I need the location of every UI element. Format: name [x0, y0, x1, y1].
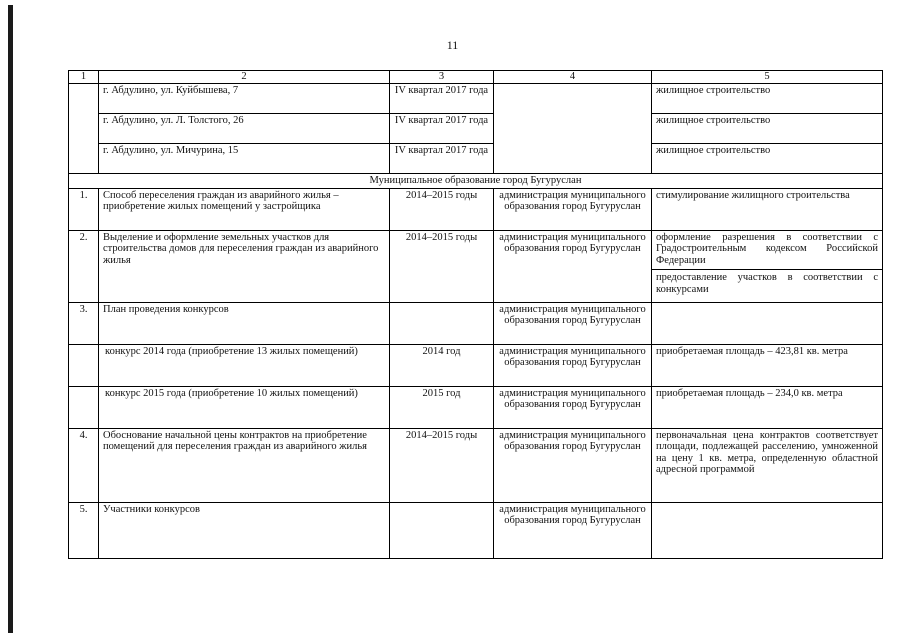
row-number-cell: 2. [69, 230, 99, 302]
executor-cell [494, 83, 652, 173]
executor-cell: администрация муниципального образования город Бугуруслан [494, 230, 652, 302]
page-number: 11 [446, 38, 459, 52]
description-cell: Способ переселения граждан из аварийного жилья – приобретение жилых помещений у застройщика [99, 188, 390, 230]
table-row [69, 428, 883, 502]
row-number-cell: 1. [69, 188, 99, 230]
executor-cell: администрация муниципального образования город Бугуруслан [494, 302, 652, 344]
term-cell: 2014–2015 годы [390, 188, 494, 230]
result-text-secondary: предоставление участков в соответствии с конкурсами [652, 269, 882, 295]
row-number-cell: 3. [69, 302, 99, 344]
table-row [69, 188, 883, 230]
row-number-cell [69, 83, 99, 173]
address-cell: г. Абдулино, ул. Л. Толстого, 26 [99, 113, 390, 143]
description-cell: Выделение и оформление земельных участков для строительства домов для переселения граждан из аварийного жилья [99, 230, 390, 302]
program-table [68, 70, 883, 559]
result-cell: приобретаемая площадь – 423,81 кв. метра [652, 344, 883, 386]
executor-cell: администрация муниципального образования город Бугуруслан [494, 188, 652, 230]
term-cell [390, 502, 494, 558]
term-cell: 2014–2015 годы [390, 230, 494, 302]
term-cell: 2014 год [390, 344, 494, 386]
section-title-row [69, 173, 883, 188]
executor-cell: администрация муниципального образования город Бугуруслан [494, 428, 652, 502]
term-cell: IV квартал 2017 года [390, 83, 494, 113]
table-row [69, 143, 883, 173]
scan-edge-bar [8, 5, 13, 633]
executor-cell: администрация муниципального образования город Бугуруслан [494, 386, 652, 428]
table-row [69, 230, 883, 302]
purpose-cell: жилищное строительство [652, 83, 883, 113]
row-number-cell: 4. [69, 428, 99, 502]
table-row [69, 113, 883, 143]
purpose-cell: жилищное строительство [652, 143, 883, 173]
description-cell: конкурс 2014 года (приобретение 13 жилых помещений) [99, 344, 390, 386]
result-cell [652, 230, 883, 302]
description-cell: Обоснование начальной цены контрактов на приобретение помещений для переселения граждан из аварийного жилья [99, 428, 390, 502]
table-row [69, 502, 883, 558]
result-cell: приобретаемая площадь – 234,0 кв. метра [652, 386, 883, 428]
address-cell: г. Абдулино, ул. Куйбышева, 7 [99, 83, 390, 113]
column-number: 4 [494, 71, 652, 84]
row-number-cell: 5. [69, 502, 99, 558]
term-cell: 2015 год [390, 386, 494, 428]
column-number: 1 [69, 71, 99, 84]
row-number-cell [69, 386, 99, 428]
table-row [69, 302, 883, 344]
column-number: 2 [99, 71, 390, 84]
table-header-row [69, 71, 883, 84]
description-cell: Участники конкурсов [99, 502, 390, 558]
section-title: Муниципальное образование город Бугуруслан [69, 173, 883, 188]
result-cell: стимулирование жилищного строительства [652, 188, 883, 230]
result-cell: первоначальная цена контрактов соответствует площади, подлежащей расселению, умноженной на цену 1 кв. метра, определенную областной адресной программой [652, 428, 883, 502]
result-cell [652, 302, 883, 344]
table-row [69, 344, 883, 386]
address-cell: г. Абдулино, ул. Мичурина, 15 [99, 143, 390, 173]
executor-cell: администрация муниципального образования город Бугуруслан [494, 344, 652, 386]
result-cell [652, 502, 883, 558]
column-number: 5 [652, 71, 883, 84]
term-cell: 2014–2015 годы [390, 428, 494, 502]
description-cell: конкурс 2015 года (приобретение 10 жилых помещений) [99, 386, 390, 428]
table-row [69, 83, 883, 113]
description-cell: План проведения конкурсов [99, 302, 390, 344]
executor-cell: администрация муниципального образования город Бугуруслан [494, 502, 652, 558]
result-text: оформление разрешения в соответствии с Градостроительным кодексом Российской Федерации [656, 231, 878, 266]
table-row [69, 386, 883, 428]
term-cell [390, 302, 494, 344]
term-cell: IV квартал 2017 года [390, 113, 494, 143]
purpose-cell: жилищное строительство [652, 113, 883, 143]
column-number: 3 [390, 71, 494, 84]
term-cell: IV квартал 2017 года [390, 143, 494, 173]
row-number-cell [69, 344, 99, 386]
